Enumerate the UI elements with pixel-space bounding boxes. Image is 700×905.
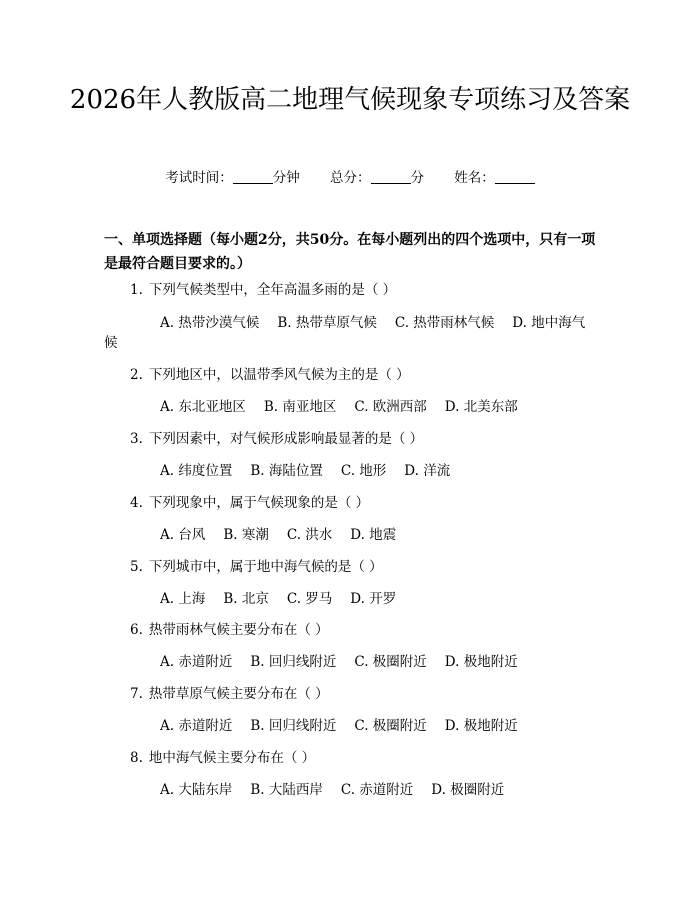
exam-time-blank[interactable] (233, 169, 273, 184)
question-text: 下列地区中，以温带季风气候为主的是（ ） (148, 367, 410, 383)
section-heading: 一、单项选择题（每小题2分，共50分。在每小题列出的四个选项中，只有一项是最符合题目要求的。） (104, 232, 596, 272)
option: B. 热带草原气候 (277, 315, 377, 331)
option: A. 台风 (160, 527, 206, 543)
question-options (160, 397, 604, 417)
question-stem (130, 429, 423, 449)
exam-time (165, 168, 300, 188)
exam-meta (0, 168, 700, 188)
option: B. 寒潮 (223, 527, 269, 543)
question-number: 3. (130, 431, 143, 447)
question-options (104, 313, 604, 353)
question-options (160, 461, 604, 481)
option: D. 开罗 (350, 591, 397, 607)
exam-score (330, 168, 424, 188)
option: D. 极地附近 (444, 718, 518, 734)
option: C. 洪水 (286, 527, 333, 543)
exam-score-unit: 分 (410, 170, 424, 186)
question-number: 2. (130, 367, 143, 383)
option: C. 罗马 (286, 591, 333, 607)
option: C. 极圈附近 (354, 718, 427, 734)
question-text: 热带草原气候主要分布在（ ） (148, 686, 329, 702)
question-stem (130, 365, 410, 385)
question-text: 下列城市中，属于地中海气候的是（ ） (148, 559, 383, 575)
option: A. 赤道附近 (160, 718, 233, 734)
option: B. 海陆位置 (250, 463, 323, 479)
option: B. 回归线附近 (250, 718, 337, 734)
question-options (160, 716, 604, 736)
option: D. 极圈附近 (431, 782, 505, 798)
option: D. 地震 (350, 527, 397, 543)
option: A. 上海 (160, 591, 206, 607)
question-stem (130, 493, 369, 513)
option: D. 地中海气候 (104, 315, 586, 351)
option: B. 南亚地区 (263, 399, 337, 415)
option: A. 赤道附近 (160, 654, 233, 670)
option: C. 赤道附近 (340, 782, 414, 798)
question-options (160, 525, 604, 545)
option: A. 东北亚地区 (160, 399, 246, 415)
question-stem (130, 684, 329, 704)
option: D. 洋流 (404, 463, 451, 479)
question-number: 6. (130, 622, 143, 638)
option: C. 极圈附近 (354, 654, 427, 670)
exam-name (454, 168, 535, 188)
question-number: 5. (130, 559, 143, 575)
option: B. 回归线附近 (250, 654, 337, 670)
question-stem (130, 620, 329, 640)
document-title: 2026年人教版高二地理气候现象专项练习及答案 (69, 85, 631, 115)
question-options (160, 652, 604, 672)
question-text: 热带雨林气候主要分布在（ ） (148, 622, 329, 638)
option: B. 北京 (223, 591, 269, 607)
exam-time-label: 考试时间： (165, 170, 233, 186)
option: D. 北美东部 (444, 399, 518, 415)
question-text: 下列气候类型中，全年高温多雨的是（ ） (148, 282, 397, 298)
question-number: 4. (130, 495, 143, 511)
option: A. 纬度位置 (160, 463, 233, 479)
option: C. 欧洲西部 (354, 399, 427, 415)
option: D. 极地附近 (444, 654, 518, 670)
question-number: 8. (130, 750, 143, 766)
exam-score-label: 总分： (330, 170, 371, 186)
option: B. 大陆西岸 (250, 782, 323, 798)
exam-name-label: 姓名： (454, 170, 495, 186)
question-stem (130, 748, 315, 768)
exam-name-blank[interactable] (495, 169, 535, 184)
exam-time-unit: 分钟 (272, 170, 300, 186)
exam-score-blank[interactable] (371, 169, 411, 184)
question-number: 7. (130, 686, 143, 702)
option: C. 地形 (340, 463, 387, 479)
option: A. 大陆东岸 (160, 782, 233, 798)
question-options (160, 589, 604, 609)
question-text: 下列现象中，属于气候现象的是（ ） (148, 495, 370, 511)
question-options (160, 780, 604, 800)
question-text: 地中海气候主要分布在（ ） (148, 750, 316, 766)
question-stem (130, 557, 383, 577)
question-text: 下列因素中，对气候形成影响最显著的是（ ） (148, 431, 424, 447)
question-number: 1. (130, 282, 143, 298)
option: C. 热带雨林气候 (394, 315, 495, 331)
question-stem (130, 280, 396, 300)
option: A. 热带沙漠气候 (160, 315, 260, 331)
